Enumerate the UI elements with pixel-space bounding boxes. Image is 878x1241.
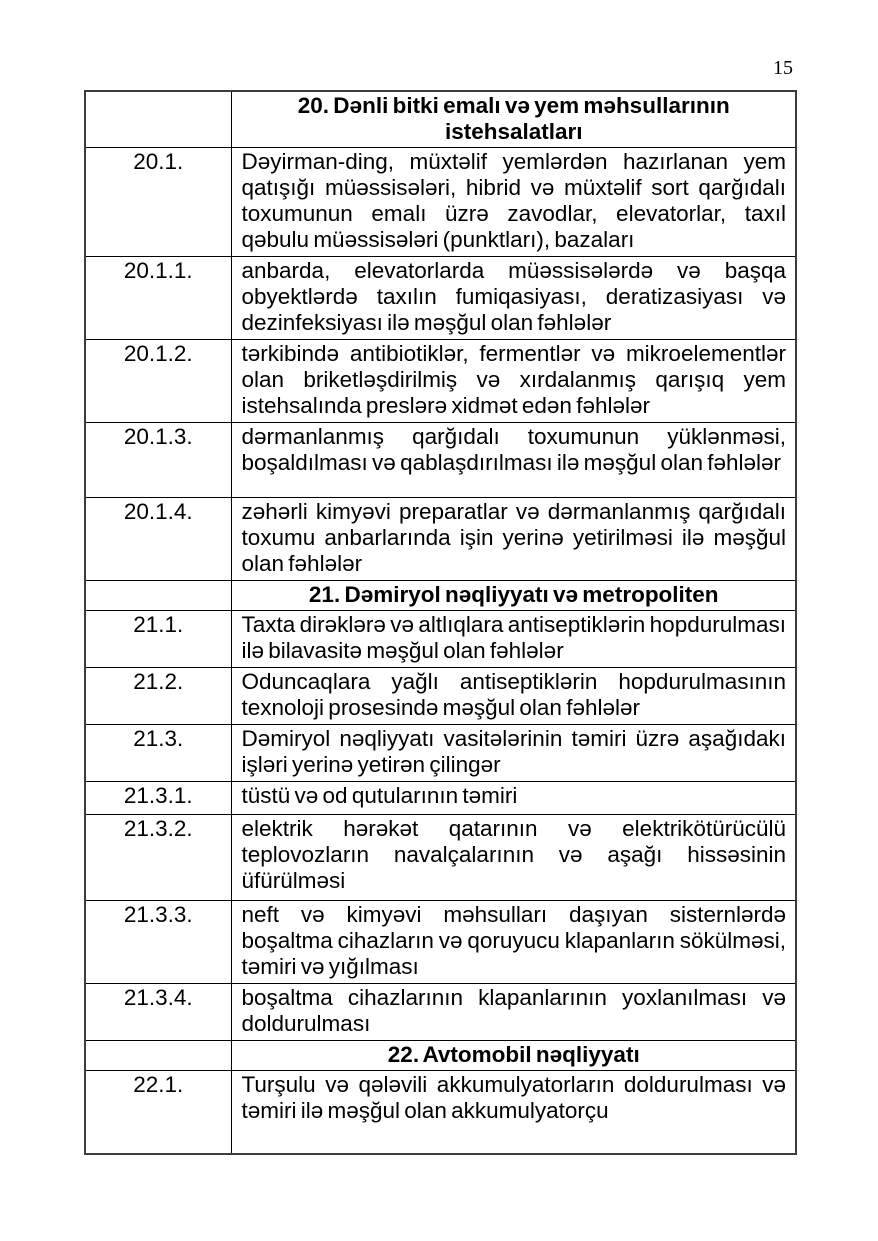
row-number: 20.1. xyxy=(85,148,231,257)
row-text: zəhərli kimyəvi preparatlar və dərmanlanmış qarğıdalı toxumu anbarlarında işin yerinə yetirilməsi ilə məşğul olan fəhlələr xyxy=(231,498,796,581)
row-number: 21.2. xyxy=(85,668,231,725)
row-number: 20.1.1. xyxy=(85,257,231,340)
page-number: 15 xyxy=(773,57,793,79)
table-row xyxy=(85,1071,796,1154)
table-row xyxy=(85,815,796,901)
row-number: 21.3.3. xyxy=(85,901,231,984)
row-text: tərkibində antibiotiklər, fermentlər və mikroelementlər olan briketləşdirilmiş və xırdalanmış qarışıq yem istehsalında preslərə xidmət edən fəhlələr xyxy=(231,340,796,423)
table-row xyxy=(85,148,796,257)
row-text: Dəmiryol nəqliyyatı vasitələrinin təmiri üzrə aşağıdakı işləri yerinə yetirən çilingər xyxy=(231,725,796,782)
table-row xyxy=(85,901,796,984)
row-text: neft və kimyəvi məhsulları daşıyan sisternlərdə boşaltma cihazların və qoruyucu klapanların sökülməsi, təmiri və yığılması xyxy=(231,901,796,984)
row-number: 20.1.2. xyxy=(85,340,231,423)
row-number: 21.3.4. xyxy=(85,984,231,1041)
section-title: 22. Avtomobil nəqliyyatı xyxy=(231,1041,796,1071)
section-title: 21. Dəmiryol nəqliyyatı və metropoliten xyxy=(231,581,796,611)
section-header-row xyxy=(85,581,796,611)
row-text: Dəyirman-ding, müxtəlif yemlərdən hazırlanan yem qatışığı müəssisələri, hibrid və müxtəlif sort qarğıdalı toxumunun emalı üzrə zavodlar, elevatorlar, taxıl qəbulu müəssisələri (punktları), bazaları xyxy=(231,148,796,257)
table-row xyxy=(85,611,796,668)
empty-number-cell xyxy=(85,91,231,148)
row-number: 21.3.1. xyxy=(85,782,231,815)
row-text: Oduncaqlara yağlı antiseptiklərin hopdurulmasının texnoloji prosesində məşğul olan fəhlələr xyxy=(231,668,796,725)
row-text: tüstü və od qutularının təmiri xyxy=(231,782,796,815)
row-number: 22.1. xyxy=(85,1071,231,1154)
section-header-row xyxy=(85,91,796,148)
classification-table xyxy=(84,90,797,1155)
table-row xyxy=(85,725,796,782)
row-text: dərmanlanmış qarğıdalı toxumunun yüklənməsi, boşaldılması və qablaşdırılması ilə məşğul olan fəhlələr xyxy=(231,423,796,498)
row-number: 20.1.3. xyxy=(85,423,231,498)
table-row xyxy=(85,498,796,581)
table-row xyxy=(85,340,796,423)
table-row xyxy=(85,423,796,498)
table-row xyxy=(85,984,796,1041)
row-text: elektrik hərəkət qatarının və elektrikötürücülü teplovozların navalçalarının və aşağı hissəsinin üfürülməsi xyxy=(231,815,796,901)
section-title: 20. Dənli bitki emalı və yem məhsullarının istehsalatları xyxy=(231,91,796,148)
empty-number-cell xyxy=(85,1041,231,1071)
row-number: 21.1. xyxy=(85,611,231,668)
row-text: boşaltma cihazlarının klapanlarının yoxlanılması və doldurulması xyxy=(231,984,796,1041)
section-header-row xyxy=(85,1041,796,1071)
table-row xyxy=(85,257,796,340)
row-text: Turşulu və qələvili akkumulyatorların doldurulması və təmiri ilə məşğul olan akkumulyatorçu xyxy=(231,1071,796,1154)
row-number: 20.1.4. xyxy=(85,498,231,581)
row-text: anbarda, elevatorlarda müəssisələrdə və başqa obyektlərdə taxılın fumiqasiyası, deratizasiyası və dezinfeksiyası ilə məşğul olan fəhlələr xyxy=(231,257,796,340)
table-row xyxy=(85,668,796,725)
table-row xyxy=(85,782,796,815)
row-number: 21.3. xyxy=(85,725,231,782)
row-text: Taxta dirəklərə və altlıqlara antiseptiklərin hopdurulması ilə bilavasitə məşğul olan fəhlələr xyxy=(231,611,796,668)
empty-number-cell xyxy=(85,581,231,611)
row-number: 21.3.2. xyxy=(85,815,231,901)
